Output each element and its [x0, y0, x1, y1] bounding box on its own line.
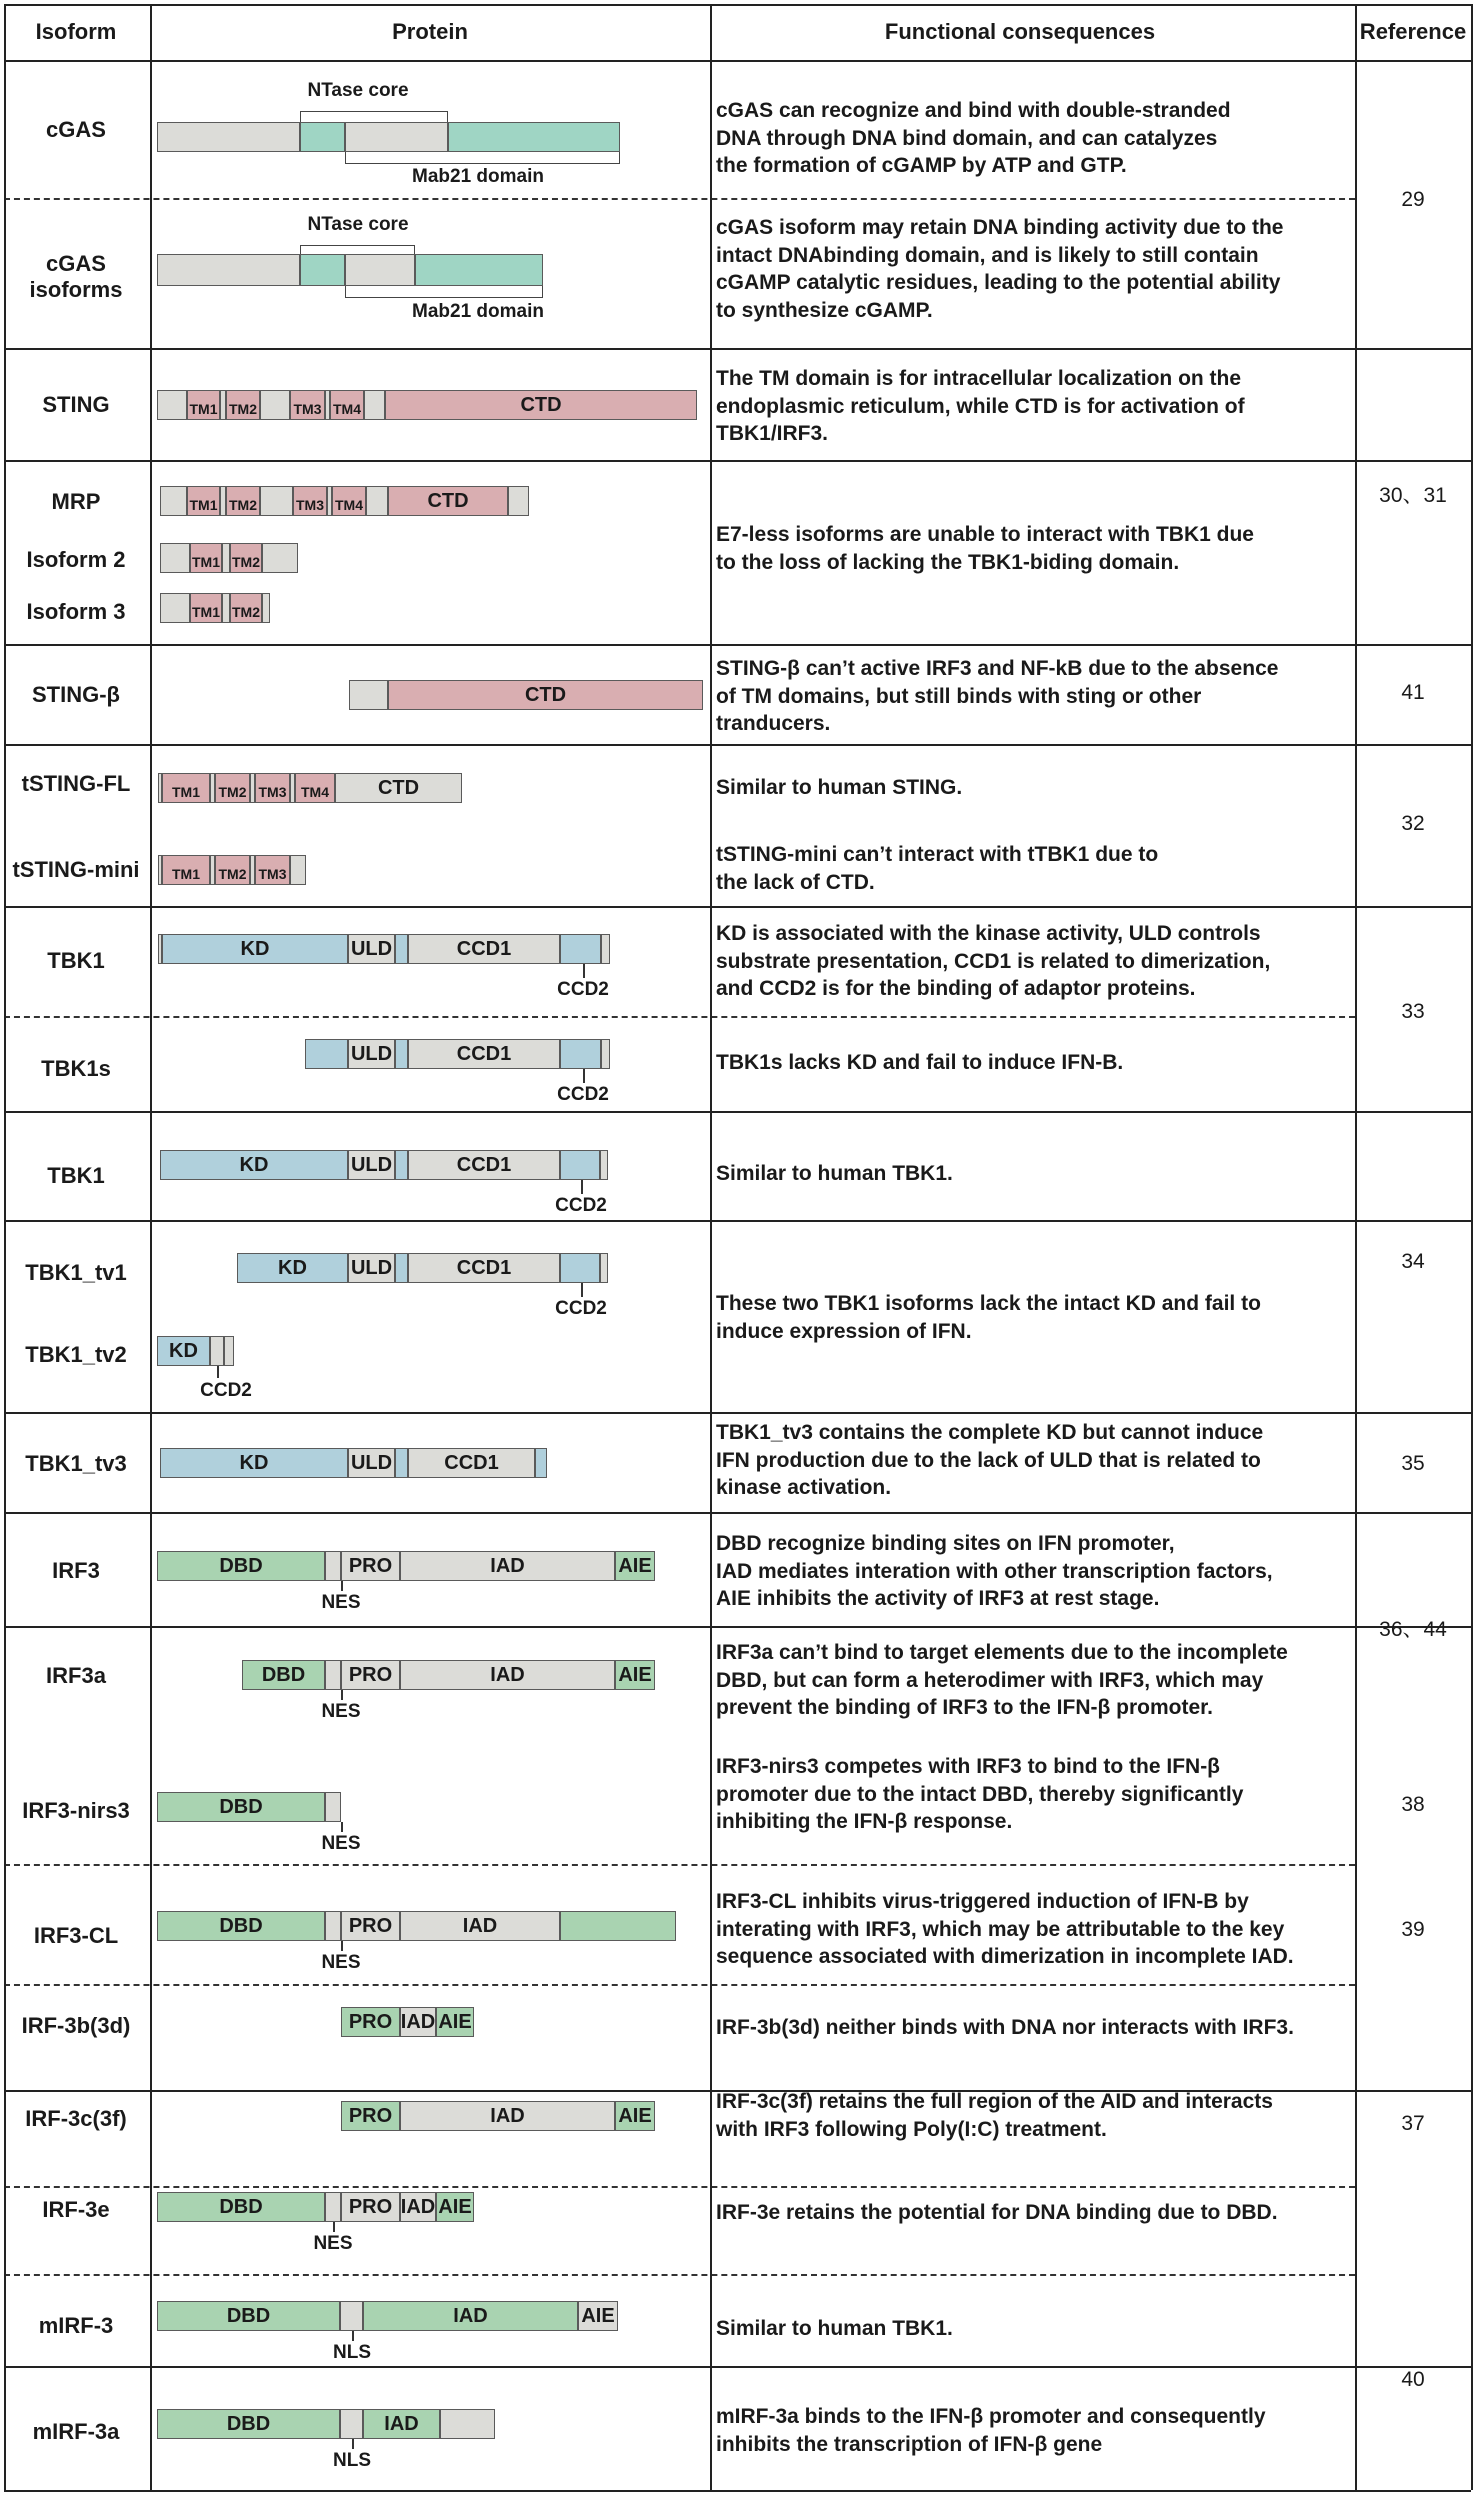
function-text-21: IRF-3e retains the potential for DNA binding due to DBD. — [716, 2201, 1278, 2224]
irf3-nirs3-domain-nes-tick — [341, 1822, 343, 1832]
function-text-0: cGAS can recognize and bind with double-stranded DNA through DNA bind domain, and can catalyzes the formation of cGAMP by ATP and GTP. — [716, 99, 1231, 177]
tbk1-tv3-domain-4 — [535, 1448, 547, 1478]
isoform-label-8: tSTING-mini — [12, 857, 140, 882]
isoform-label-9: TBK1 — [47, 948, 105, 973]
irf3a-domain-nes-tick — [341, 1690, 343, 1700]
irf3a-domain-2: PRO — [341, 1660, 400, 1690]
isoform2-domain-4 — [262, 543, 298, 573]
isoform-label-0: cGAS — [46, 117, 106, 142]
row-divider-3 — [4, 1111, 1471, 1113]
mab21-bracket — [345, 152, 620, 164]
function-text-1: cGAS isoform may retain DNA binding activity due to the intact DNAbinding domain, and is likely to still contain cGAMP catalytic residues, leading to the potential ability to synthesize cGAMP. — [716, 216, 1284, 322]
isoform-label-12: TBK1_tv1 — [25, 1260, 127, 1285]
function-text-sting-isoforms: E7-less isoforms are unable to interact with TBK1 due to the loss of lacking the TBK1-biding domain. — [716, 523, 1254, 574]
function-text-6: STING-β can’t active IRF3 and NF-kB due to the absence of TM domains, but still binds with sting or other tranducers. — [716, 657, 1279, 735]
dashed-divider-c0 — [4, 2186, 1355, 2188]
mirf3a-domain-1 — [340, 2409, 363, 2439]
mrp-domain-8 — [366, 486, 388, 516]
irf3-cl-domain-2: PRO — [341, 1911, 400, 1941]
tbk1-tv2-ccd2-tick — [217, 1366, 219, 1378]
sting-beta-domain-1: CTD — [388, 680, 703, 710]
tbk1s-domain-4 — [560, 1039, 601, 1069]
irf3-cl-domain-nes-tick — [341, 1941, 343, 1951]
column-header-functional: Functional consequences — [884, 19, 1156, 44]
tbk1-fish-domain-2 — [395, 1150, 408, 1180]
sting-domain-7: TM4 — [330, 390, 364, 420]
function-text-22: Similar to human TBK1. — [716, 2317, 953, 2340]
isoform-label-4: Isoform 2 — [26, 547, 126, 572]
tbk1-tv1-domain-1: ULD — [348, 1253, 395, 1283]
isoform-label-20: IRF-3c(3f) — [25, 2106, 127, 2131]
table-border-bottom — [4, 2490, 1471, 2492]
tbk1-tv3-domain-2 — [395, 1448, 408, 1478]
irf3-nirs3-domain-0: DBD — [157, 1792, 325, 1822]
tbk1-domain-1: KD — [162, 934, 348, 964]
cgas-iso-mab21-segment — [415, 254, 543, 286]
function-text-2: The TM domain is for intracellular localization on the endoplasmic reticulum, while CTD is for activation of TBK1/IRF3. — [716, 367, 1245, 445]
isoform3-domain-0 — [160, 593, 190, 623]
irf3-domain-nes-label: NES — [321, 1592, 361, 1613]
tbk1-fish-domain-ccd2-label: CCD2 — [555, 1195, 607, 1216]
function-text-10: TBK1s lacks KD and fail to induce IFN-B. — [716, 1051, 1124, 1074]
column-header-protein: Protein — [392, 19, 468, 44]
table-border-left — [4, 4, 6, 2490]
tsting-mini-domain-5: TM3 — [255, 855, 290, 885]
tbk1-domain-ccd2-label: CCD2 — [557, 979, 609, 1000]
isoform-label-17: IRF3-nirs3 — [22, 1798, 130, 1823]
cgas-ntase-segment — [300, 122, 345, 152]
isoform-label-7: tSTING-FL — [21, 771, 131, 796]
tbk1-tv1-domain-3: CCD1 — [408, 1253, 560, 1283]
tbk1-domain-5 — [560, 934, 601, 964]
tbk1-tv2-ccd2-label: CCD2 — [200, 1380, 252, 1401]
column-divider-1 — [150, 4, 152, 2490]
column-header-isoform: Isoform — [35, 19, 117, 44]
row-divider-5 — [4, 1412, 1471, 1414]
irf3c-domain-1: IAD — [400, 2101, 615, 2131]
irf3-domain-nes-tick — [341, 1581, 343, 1591]
function-text-17: IRF3-nirs3 competes with IRF3 to bind to the IFN-β promoter due to the intact DBD, thereby significantly inhibiting the IFN-β response. — [716, 1755, 1244, 1833]
tsting-mini-domain-3: TM2 — [215, 855, 250, 885]
isoform-label-16: IRF3a — [46, 1663, 106, 1688]
isoform3-domain-2 — [222, 593, 230, 623]
reference-10: 37 — [1401, 2112, 1425, 2135]
irf3a-domain-0: DBD — [242, 1660, 325, 1690]
tbk1s-domain-0 — [305, 1039, 348, 1069]
reference-3: 32 — [1401, 812, 1425, 835]
irf3e-domain-0: DBD — [157, 2192, 325, 2222]
irf3-domain-4: AIE — [615, 1551, 655, 1581]
reference-2: 41 — [1401, 681, 1425, 704]
isoform2-domain-0 — [160, 543, 190, 573]
irf3e-domain-1 — [325, 2192, 341, 2222]
tbk1s-domain-ccd2-tick — [583, 1069, 585, 1083]
irf3e-domain-2: PRO — [341, 2192, 400, 2222]
isoform-label-5: Isoform 3 — [26, 599, 126, 624]
mirf3a-domain-0: DBD — [157, 2409, 340, 2439]
row-divider-6 — [4, 1626, 1471, 1628]
tbk1-tv1-domain-ccd2-label: CCD2 — [555, 1298, 607, 1319]
tsting-fl-domain-1: TM1 — [162, 773, 210, 803]
mirf3-domain-1 — [340, 2301, 363, 2331]
row-divider-8 — [4, 2366, 1471, 2368]
iso-mab21-bracket — [345, 286, 543, 298]
tbk1-tv2-tail — [224, 1336, 234, 1366]
irf3a-domain-nes-label: NES — [321, 1701, 361, 1722]
tbk1-domain-4: CCD1 — [408, 934, 560, 964]
tbk1s-domain-3: CCD1 — [408, 1039, 560, 1069]
tbk1-fish-domain-3: CCD1 — [408, 1150, 560, 1180]
cgas-iso-n-terminal — [157, 254, 300, 286]
iso-ntase-core-label: NTase core — [307, 214, 409, 235]
tbk1s-domain-5 — [601, 1039, 610, 1069]
iso-mab21-domain-label: Mab21 domain — [412, 301, 544, 322]
mirf3a-domain-3 — [440, 2409, 495, 2439]
irf3-domain-0: DBD — [157, 1551, 325, 1581]
cgas-iso-ntase-segment — [300, 254, 345, 286]
tsting-fl-domain-8: CTD — [335, 773, 462, 803]
irf3c-domain-2: AIE — [615, 2101, 655, 2131]
dashed-divider-a1 — [4, 1016, 1355, 1018]
function-text-16: IRF3a can’t bind to target elements due to the incomplete DBD, but can form a heterodimer with IRF3, which may prevent the binding of IRF3 to the IFN-β promoter. — [716, 1641, 1288, 1719]
mrp-domain-7: TM4 — [332, 486, 366, 516]
isoform3-domain-4 — [262, 593, 270, 623]
isoform-label-19: IRF-3b(3d) — [21, 2013, 131, 2038]
cgas-iso-core-segment — [345, 254, 415, 286]
table-border-right — [1471, 4, 1473, 2490]
irf3a-domain-1 — [325, 1660, 341, 1690]
isoform-label-15: IRF3 — [52, 1558, 100, 1583]
dashed-divider-b0 — [4, 1864, 1355, 1866]
tbk1-tv1-domain-2 — [395, 1253, 408, 1283]
tbk1-fish-domain-ccd2-tick — [581, 1180, 583, 1194]
irf3-cl-domain-3: IAD — [400, 1911, 560, 1941]
function-text-18: IRF3-CL inhibits virus-triggered induction of IFN-B by interating with IRF3, which may be attributable to the key sequence associated with dimerization in incomplete IAD. — [716, 1890, 1294, 1968]
isoform2-domain-3: TM2 — [230, 543, 262, 573]
tbk1s-domain-2 — [395, 1039, 408, 1069]
function-text-11: Similar to human TBK1. — [716, 1162, 953, 1185]
function-text-7: Similar to human STING. — [716, 776, 963, 799]
reference-6: 35 — [1401, 1452, 1425, 1475]
isoform-label-1: cGAS isoforms — [29, 251, 123, 302]
tbk1-domain-2: ULD — [348, 934, 395, 964]
isoform2-domain-1: TM1 — [190, 543, 222, 573]
group-divider-2 — [4, 1512, 1471, 1514]
isoform2-domain-2 — [222, 543, 230, 573]
isoform-label-3: MRP — [51, 489, 101, 514]
mirf3a-domain-2: IAD — [363, 2409, 440, 2439]
tsting-fl-domain-5: TM3 — [255, 773, 290, 803]
tbk1-tv2-ccd — [210, 1336, 224, 1366]
tbk1-fish-domain-1: ULD — [348, 1150, 395, 1180]
column-divider-2 — [710, 4, 712, 2490]
mab21-domain-label: Mab21 domain — [412, 166, 544, 187]
row-divider-4 — [4, 1220, 1471, 1222]
irf3e-domain-nes-label: NES — [313, 2233, 353, 2254]
irf3-nirs3-domain-1 — [325, 1792, 341, 1822]
isoform-label-11: TBK1 — [47, 1163, 105, 1188]
tbk1-tv2-kd: KD — [157, 1336, 210, 1366]
irf3e-domain-4: AIE — [436, 2192, 474, 2222]
column-header-reference: Reference — [1359, 19, 1467, 44]
irf3-cl-domain-0: DBD — [157, 1911, 325, 1941]
tsting-fl-domain-7: TM4 — [295, 773, 335, 803]
tbk1-tv1-domain-5 — [600, 1253, 608, 1283]
isoform-label-22: mIRF-3 — [38, 2313, 114, 2338]
sting-domain-0 — [157, 390, 187, 420]
column-divider-3 — [1355, 4, 1357, 2490]
sting-domain-9: CTD — [385, 390, 697, 420]
isoform3-domain-3: TM2 — [230, 593, 262, 623]
tbk1-domain-ccd2-tick — [583, 964, 585, 978]
tbk1-tv1-domain-0: KD — [237, 1253, 348, 1283]
mrp-domain-10 — [508, 486, 529, 516]
function-text-8: tSTING-mini can’t interact with tTBK1 due to the lack of CTD. — [716, 843, 1159, 894]
function-text-tbk1-tv: These two TBK1 isoforms lack the intact KD and fail to induce expression of IFN. — [716, 1292, 1261, 1343]
tbk1-tv3-domain-0: KD — [160, 1448, 348, 1478]
sting-domain-8 — [364, 390, 385, 420]
row-divider-2 — [4, 744, 1471, 746]
mrp-domain-3: TM2 — [226, 486, 260, 516]
mrp-domain-4 — [260, 486, 293, 516]
irf3-domain-2: PRO — [341, 1551, 400, 1581]
tbk1-domain-3 — [395, 934, 408, 964]
reference-4: 33 — [1401, 1000, 1425, 1023]
mirf3-domain-2: IAD — [363, 2301, 578, 2331]
irf3-cl-domain-4 — [560, 1911, 676, 1941]
tsting-mini-domain-6 — [290, 855, 306, 885]
tbk1-domain-6 — [601, 934, 610, 964]
mrp-domain-9: CTD — [388, 486, 508, 516]
header-divider — [4, 60, 1471, 62]
isoform-label-6: STING-β — [32, 682, 120, 707]
irf3c-domain-0: PRO — [341, 2101, 400, 2131]
irf3b-domain-0: PRO — [341, 2007, 400, 2037]
irf3e-domain-3: IAD — [400, 2192, 436, 2222]
irf3-domain-1 — [325, 1551, 341, 1581]
function-text-20: IRF-3c(3f) retains the full region of the AID and interacts with IRF3 following Poly(I:C) treatment. — [716, 2090, 1273, 2141]
cgas-n-terminal — [157, 122, 300, 152]
dashed-divider-a0 — [4, 198, 1355, 200]
sting-beta-domain-0 — [349, 680, 388, 710]
reference-7: 36、44 — [1379, 1618, 1447, 1641]
row-divider-0 — [4, 460, 1471, 462]
irf3e-domain-nes-tick — [333, 2222, 335, 2232]
dashed-divider-a2 — [4, 2274, 1355, 2276]
mirf3-domain-3: AIE — [578, 2301, 618, 2331]
function-text-23: mIRF-3a binds to the IFN-β promoter and consequently inhibits the transcription of IFN-β gene — [716, 2405, 1266, 2456]
isoform-label-23: mIRF-3a — [32, 2419, 120, 2444]
mrp-domain-5: TM3 — [293, 486, 327, 516]
tbk1-tv1-domain-4 — [560, 1253, 600, 1283]
tbk1-fish-domain-0: KD — [160, 1150, 348, 1180]
function-text-14: TBK1_tv3 contains the complete KD but cannot induce IFN production due to the lack of ULD that is related to kinase activation. — [716, 1421, 1264, 1499]
mrp-domain-1: TM1 — [187, 486, 220, 516]
irf3b-domain-1: IAD — [400, 2007, 436, 2037]
ntase-core-label: NTase core — [307, 80, 409, 101]
iso-ntase-core-bracket — [300, 245, 415, 254]
row-divider-1 — [4, 644, 1471, 646]
irf3b-domain-2: AIE — [436, 2007, 474, 2037]
reference-5: 34 — [1401, 1250, 1425, 1273]
sting-domain-4 — [260, 390, 290, 420]
tsting-mini-domain-1: TM1 — [162, 855, 210, 885]
irf3a-domain-4: AIE — [615, 1660, 655, 1690]
irf3-nirs3-domain-nes-label: NES — [321, 1833, 361, 1854]
mirf3-domain-nls-label: NLS — [333, 2342, 371, 2363]
isoform3-domain-1: TM1 — [190, 593, 222, 623]
sting-domain-5: TM3 — [290, 390, 325, 420]
function-text-19: IRF-3b(3d) neither binds with DNA nor interacts with IRF3. — [716, 2016, 1294, 2039]
mirf3-domain-nls-tick — [352, 2331, 354, 2341]
isoform-label-13: TBK1_tv2 — [25, 1342, 127, 1367]
function-text-9: KD is associated with the kinase activity, ULD controls substrate presentation, CCD1 is related to dimerization, and CCD2 is for the binding of adaptor proteins. — [716, 922, 1271, 1000]
tbk1s-domain-ccd2-label: CCD2 — [557, 1084, 609, 1105]
function-text-15: DBD recognize binding sites on IFN promoter, IAD mediates interation with other transcription factors, AIE inhibits the activity of IRF3 at rest stage. — [716, 1532, 1273, 1610]
cgas-core-segment — [345, 122, 448, 152]
tbk1-tv1-domain-ccd2-tick — [581, 1283, 583, 1297]
isoform-label-2: STING — [42, 392, 110, 417]
tbk1s-domain-1: ULD — [348, 1039, 395, 1069]
ntase-core-bracket — [300, 111, 448, 122]
tbk1-fish-domain-5 — [600, 1150, 608, 1180]
mirf3-domain-0: DBD — [157, 2301, 340, 2331]
isoform-label-21: IRF-3e — [42, 2197, 110, 2222]
sting-domain-3: TM2 — [226, 390, 260, 420]
table-border-top — [4, 4, 1471, 6]
reference-8: 38 — [1401, 1793, 1425, 1816]
mirf3a-domain-nls-tick — [352, 2439, 354, 2449]
cgas-mab21-segment — [448, 122, 620, 152]
irf3-domain-3: IAD — [400, 1551, 615, 1581]
tbk1-tv3-domain-3: CCD1 — [408, 1448, 535, 1478]
isoform-label-14: TBK1_tv3 — [25, 1451, 127, 1476]
isoform-label-10: TBK1s — [41, 1056, 111, 1081]
reference-11: 40 — [1401, 2368, 1425, 2391]
reference-0: 29 — [1401, 188, 1425, 211]
tsting-fl-domain-3: TM2 — [215, 773, 250, 803]
sting-domain-1: TM1 — [187, 390, 220, 420]
tbk1-fish-domain-4 — [560, 1150, 600, 1180]
reference-9: 39 — [1401, 1918, 1425, 1941]
group-divider-0 — [4, 348, 1471, 350]
mrp-domain-0 — [160, 486, 187, 516]
mirf3a-domain-nls-label: NLS — [333, 2450, 371, 2471]
tbk1-tv3-domain-1: ULD — [348, 1448, 395, 1478]
irf3-cl-domain-1 — [325, 1911, 341, 1941]
irf3-cl-domain-nes-label: NES — [321, 1952, 361, 1973]
reference-1: 30、31 — [1379, 484, 1447, 507]
group-divider-1 — [4, 906, 1471, 908]
irf3a-domain-3: IAD — [400, 1660, 615, 1690]
dashed-divider-b1 — [4, 1984, 1355, 1986]
isoform-label-18: IRF3-CL — [33, 1923, 119, 1948]
